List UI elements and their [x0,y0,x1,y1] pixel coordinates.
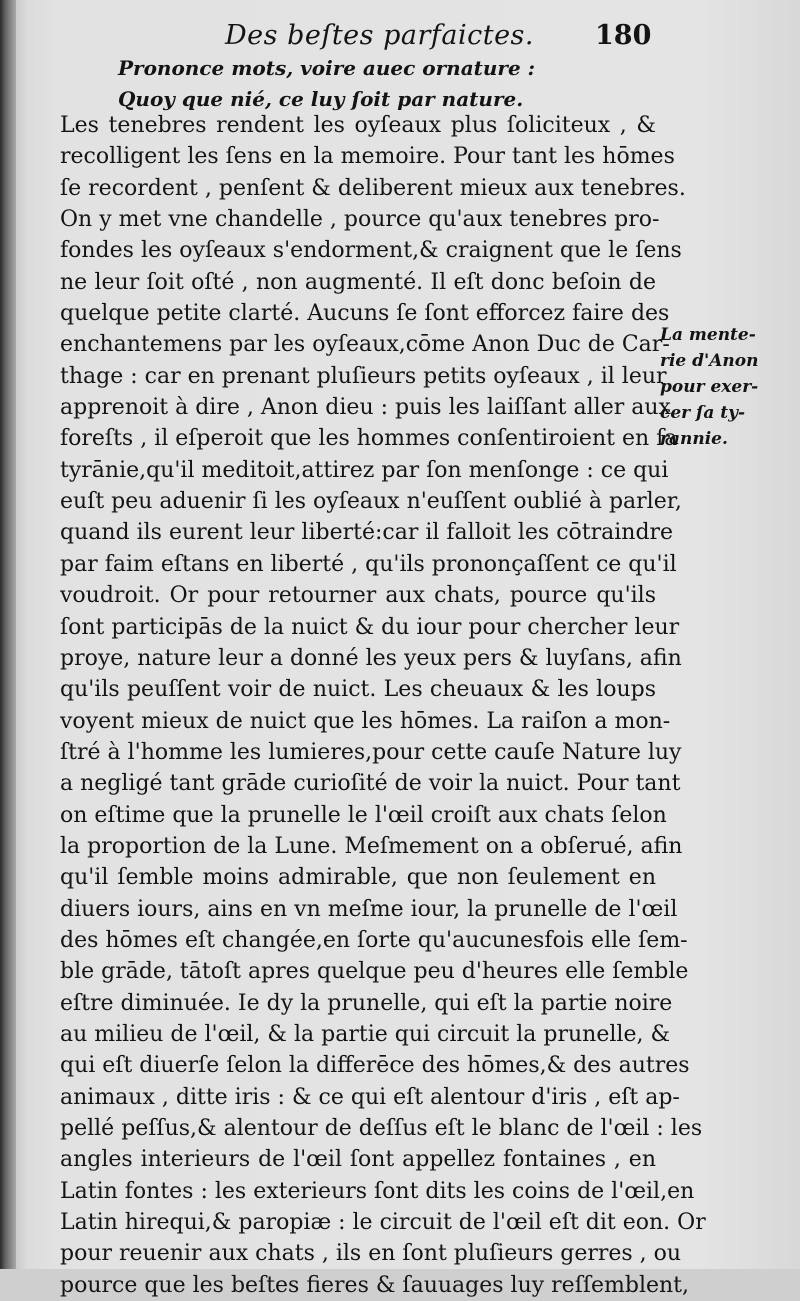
text-line: thage : car en prenant pluſieurs petits oyſeaux , il leur [60,363,667,389]
text-line: On y met vne chandelle , pource qu'aux tenebres pro- [60,207,660,233]
text-line: au milieu de l'œil, & la partie qui circuit la prunelle, & [60,1021,671,1047]
text-line: ne leur ſoit oſté , non augmenté. Il eſt donc beſoin de [60,269,656,295]
text-line: apprenoit à dire , Anon dieu : puis les laiſſant aller aux [60,395,671,421]
running-head: Des beſtes parfaictes. [225,20,534,51]
text-line: Latin fontes : les exterieurs ſont dits les coins de l'œil,en [60,1178,695,1204]
text-line: fondes les oyſeaux s'endorment,& craignent que le ſens [60,238,682,264]
margin-note-line: rie d'Anon [660,351,759,371]
text-line: pellé peſſus,& alentour de deſſus eſt le blanc de l'œil : les [60,1116,703,1141]
verse-line: Prononce mots, voire auec ornature : [118,56,536,80]
text-line: pource que les beſtes fieres & ſauuages luy reſſemblent, [60,1272,689,1298]
text-line: angles interieurs de l'œil ſont appellez fontaines , en [60,1147,656,1173]
margin-note-line: rannie. [660,429,728,449]
margin-note-line: pour exer- [660,377,759,397]
text-line: foreſts , il eſperoit que les hommes conſentiroient en ſa [60,426,678,452]
text-line: euſt peu aduenir ſi les oyſeaux n'euſſent oublié à parler, [60,489,682,515]
page-number: 180 [595,20,652,51]
text-line: ble grāde, tātoſt apres quelque peu d'heures elle ſemble [60,959,689,985]
text-line: pour reuenir aux chats , ils en ſont pluſieurs gerres , ou [60,1241,682,1267]
margin-note-line: cer ſa ty- [660,403,746,423]
margin-note [660,322,770,452]
text-line: enchantemens par les oyſeaux,cōme Anon Duc de Car- [60,332,670,358]
text-line: diuers iours, ains en vn meſme iour, la prunelle de l'œil [60,896,678,922]
text-line: animaux , ditte iris : & ce qui eſt alentour d'iris , eſt ap- [60,1084,680,1110]
text-line: eſtre diminuée. Ie dy la prunelle, qui eſt la partie noire [60,990,673,1016]
text-line: on eſtime que la prunelle le l'œil croiſt aux chats ſelon [60,802,667,828]
text-line: des hōmes eſt changée,en ſorte qu'aucunesfois elle ſem- [60,927,688,953]
text-line: voudroit. Or pour retourner aux chats, pource qu'ils [60,583,656,609]
page-header [225,20,655,60]
text-line: ſtré à l'homme les lumieres,pour cette cauſe Nature luy [60,739,682,765]
verse-line: Quoy que nié, ce luy ſoit par nature. [118,87,524,111]
margin-note-line: La mente- [660,325,756,345]
text-line: tyrānie,qu'il meditoit,attirez par ſon menſonge : ce qui [60,457,669,483]
text-line: Les tenebres rendent les oyſeaux plus ſoliciteux , & [60,113,656,138]
text-line: quelque petite clarté. Aucuns ſe ſont efforcez faire des [60,301,670,327]
text-line: ſe recordent , penſent & deliberent mieux aux tenebres. [60,175,686,201]
text-line: ſont participās de la nuict & du iour pour chercher leur [60,614,680,640]
text-line: voyent mieux de nuict que les hōmes. La raiſon a mon- [60,708,671,734]
text-line: Latin hirequi,& paropiæ : le circuit de l'œil eſt dit eon. Or [60,1210,706,1236]
text-line: a negligé tant grāde curioſité de voir la nuict. Pour tant [60,771,681,797]
text-line: qui eſt diuerſe ſelon la differēce des hōmes,& des autres [60,1053,690,1079]
text-line: qu'ils peuſſent voir de nuict. Les cheuaux & les loups [60,677,656,703]
page-gutter [0,0,16,1269]
text-line: quand ils eurent leur liberté:car il falloit les cōtraindre [60,520,674,546]
text-line: par faim eſtans en liberté , qu'ils prononçaſſent ce qu'il [60,551,677,577]
text-line: qu'il ſemble moins admirable, que non ſeulement en [60,865,656,891]
text-line: proye, nature leur a donné les yeux pers & luyſans, afin [60,645,682,671]
text-line: recolligent les ſens en la memoire. Pour tant les hōmes [60,144,675,170]
text-line: la proportion de la Lune. Meſmement on a obſerué, afin [60,833,683,859]
